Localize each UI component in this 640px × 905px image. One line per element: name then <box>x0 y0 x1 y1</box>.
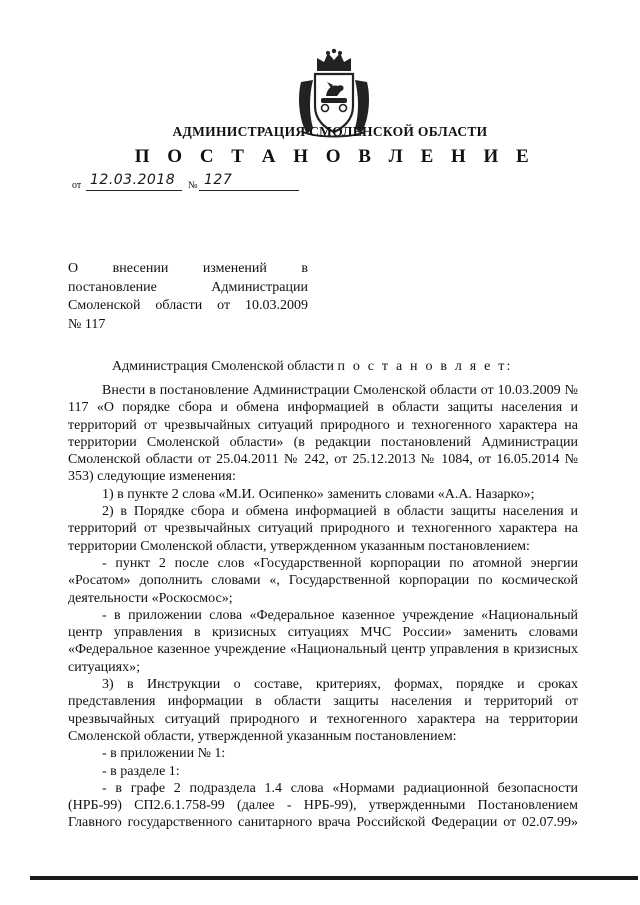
subject-line: постановление Администрации <box>68 279 308 295</box>
date-number-line <box>72 172 312 192</box>
date-label: от <box>72 180 82 191</box>
paragraph: 3) в Инструкции о составе, критериях, формах, порядке и сроках представления информации в области защиты населения и территорий от чрезвычайных ситуаций природного и техногенного характера на территории Смоленской области, утвержденной указанным постановлением: <box>68 677 578 744</box>
document-subject <box>68 260 308 334</box>
paragraph: - пункт 2 после слов «Государственной корпорации по атомной энергии «Росатом» дополнить словами «, Государственной корпорации по космической деятельности «Роскосмос»; <box>68 555 578 606</box>
subject-line: № 117 <box>68 316 106 332</box>
paragraph: - в приложении № 1: <box>102 746 226 762</box>
number-label: № <box>188 180 198 191</box>
paragraph: 1) в пункте 2 слова «М.И. Осипенко» заменить словами «А.А. Назарко»; <box>102 486 535 502</box>
page-bottom-rule <box>30 876 638 880</box>
preamble-org: Администрация Смоленской области <box>112 359 335 374</box>
organization-title: АДМИНИСТРАЦИЯ СМОЛЕНСКОЙ ОБЛАСТИ <box>172 124 488 139</box>
date-value: 12.03.2018 <box>90 172 176 188</box>
number-value: 127 <box>204 172 233 188</box>
preamble-verb: п о с т а н о в л я е т: <box>337 359 513 374</box>
preamble <box>112 359 513 375</box>
paragraph: 2) в Порядке сбора и обмена информацией в области защиты населения и территорий от чрезвычайных ситуаций природного и техногенного характера на территории Смоленской области, утвержденном указанным постановлением: <box>68 504 578 554</box>
date-underline <box>86 190 182 191</box>
paragraph: Внести в постановление Администрации Смоленской области от 10.03.2009 № 117 «О порядке сбора и обмена информацией в области защиты населения и территорий от чрезвычайных ситуаций природного и техногенного характера на территории Смоленской области» (в редакции постановлений Администрации Смоленской области от 25.04.2011 № 242, от 25.12.2013 № 1084, от 16.05.2014 № 353) следующие изменения: <box>68 383 578 485</box>
subject-line: О внесении изменений в <box>68 261 308 276</box>
paragraph: - в графе 2 подраздела 1.4 слова «Нормами радиационной безопасности (НРБ-99) СП2.6.1.758-99 (далее - НРБ-99), утвержденными Постановлением Главного государственного санитарного врача Российской Федерации от 02.07.99» <box>68 780 578 831</box>
subject-line: Смоленской области от 10.03.2009 <box>68 298 308 313</box>
paragraph: - в разделе 1: <box>102 763 180 779</box>
paragraph: - в приложении слова «Федеральное казенное учреждение «Национальный центр управления в кризисных ситуациях МЧС России» заменить словами «Федеральное казенное учреждение «Национальный центр управления в кризисных ситуациях»; <box>68 607 578 675</box>
document-body <box>68 382 578 832</box>
document-type-title: П О С Т А Н О В Л Е Н И Е <box>134 146 536 167</box>
number-underline <box>199 190 299 191</box>
